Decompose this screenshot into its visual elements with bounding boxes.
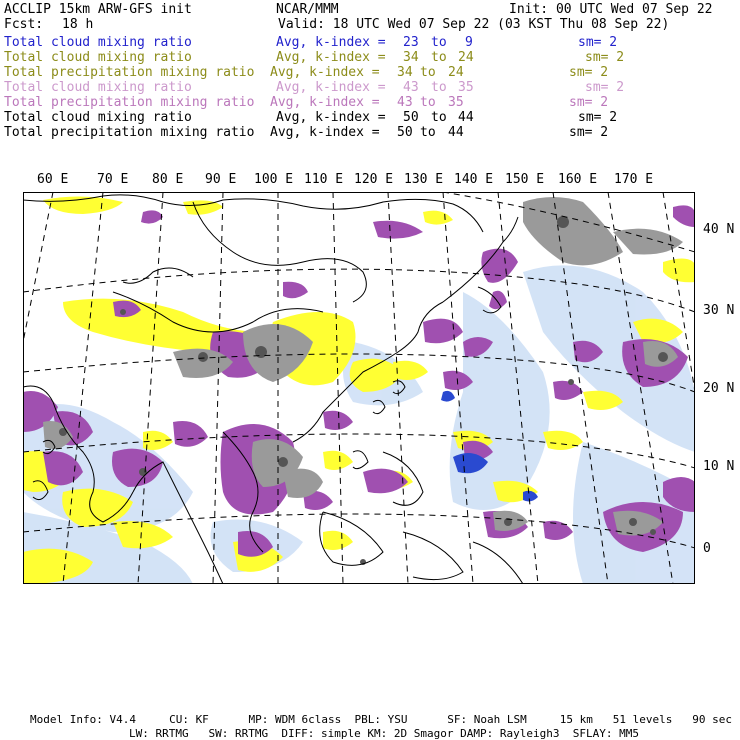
- field-name: Total precipitation mixing ratio: [4, 65, 255, 80]
- forecast-map: [23, 192, 695, 584]
- field-avg-label: Avg, k-index =: [276, 50, 386, 65]
- field-k-end: 24: [458, 50, 474, 65]
- lon-label: 150 E: [505, 172, 545, 187]
- lon-label: 90 E: [205, 172, 237, 187]
- physics-info-line: LW: RRTMG SW: RRTMG DIFF: simple KM: 2D Smagor DAMP: Rayleigh3 SFLAY: MM5: [129, 727, 639, 740]
- field-name: Total cloud mixing ratio: [4, 35, 192, 50]
- field-smoothing: sm= 2: [578, 110, 618, 125]
- field-smoothing: sm= 2: [569, 95, 609, 110]
- field-avg-label: Avg, k-index =: [276, 80, 386, 95]
- lon-label: 160 E: [558, 172, 598, 187]
- lat-label: 40 N: [703, 222, 735, 237]
- lon-label: 80 E: [152, 172, 184, 187]
- lon-label: 100 E: [254, 172, 294, 187]
- field-avg-label: Avg, k-index =: [276, 110, 386, 125]
- model-title: ACCLIP 15km ARW-GFS init: [4, 2, 192, 17]
- lon-label: 60 E: [37, 172, 69, 187]
- init-time: Init: 00 UTC Wed 07 Sep 22: [509, 2, 713, 17]
- field-k-end: 9: [465, 35, 473, 50]
- field-k-to: to: [431, 35, 447, 50]
- field-smoothing: sm= 2: [569, 65, 609, 80]
- lat-label: 10 N: [703, 459, 735, 474]
- field-k-start: 43: [403, 80, 419, 95]
- field-k-to: to: [431, 110, 447, 125]
- lon-label: 130 E: [404, 172, 444, 187]
- field-k-to: to: [420, 65, 436, 80]
- field-k-start: 34: [397, 65, 413, 80]
- field-k-start: 50: [403, 110, 419, 125]
- field-k-start: 34: [403, 50, 419, 65]
- model-info-line: Model Info: V4.4 CU: KF MP: WDM 6class PBL: YSU SF: Noah LSM 15 km 51 levels 90 sec: [30, 713, 732, 726]
- field-name: Total precipitation mixing ratio: [4, 95, 255, 110]
- field-smoothing: sm= 2: [585, 50, 625, 65]
- forecast-label: Fcst:: [4, 17, 44, 32]
- field-avg-label: Avg, k-index =: [270, 125, 380, 140]
- field-k-to: to: [420, 125, 436, 140]
- field-name: Total cloud mixing ratio: [4, 80, 192, 95]
- lon-label: 70 E: [97, 172, 129, 187]
- lon-label: 110 E: [304, 172, 344, 187]
- lat-label: 20 N: [703, 381, 735, 396]
- field-k-to: to: [431, 50, 447, 65]
- field-name: Total cloud mixing ratio: [4, 110, 192, 125]
- field-avg-label: Avg, k-index =: [276, 35, 386, 50]
- field-k-start: 43: [397, 95, 413, 110]
- field-smoothing: sm= 2: [569, 125, 609, 140]
- lat-label: 0: [703, 541, 711, 556]
- lon-label: 140 E: [454, 172, 494, 187]
- field-k-to: to: [420, 95, 436, 110]
- field-smoothing: sm= 2: [585, 80, 625, 95]
- field-k-end: 44: [458, 110, 474, 125]
- organization-label: NCAR/MMM: [276, 2, 339, 17]
- field-k-end: 44: [448, 125, 464, 140]
- field-k-end: 35: [448, 95, 464, 110]
- field-k-start: 23: [403, 35, 419, 50]
- forecast-hours: 18 h: [62, 17, 94, 32]
- lat-label: 30 N: [703, 303, 735, 318]
- lon-label: 120 E: [354, 172, 394, 187]
- field-k-end: 35: [458, 80, 474, 95]
- lon-label: 170 E: [614, 172, 654, 187]
- field-smoothing: sm= 2: [578, 35, 618, 50]
- field-name: Total precipitation mixing ratio: [4, 125, 255, 140]
- field-avg-label: Avg, k-index =: [270, 65, 380, 80]
- field-k-to: to: [431, 80, 447, 95]
- field-name: Total cloud mixing ratio: [4, 50, 192, 65]
- field-k-start: 50: [397, 125, 413, 140]
- field-avg-label: Avg, k-index =: [270, 95, 380, 110]
- field-k-end: 24: [448, 65, 464, 80]
- valid-time: Valid: 18 UTC Wed 07 Sep 22 (03 KST Thu 08 Sep 22): [278, 17, 670, 32]
